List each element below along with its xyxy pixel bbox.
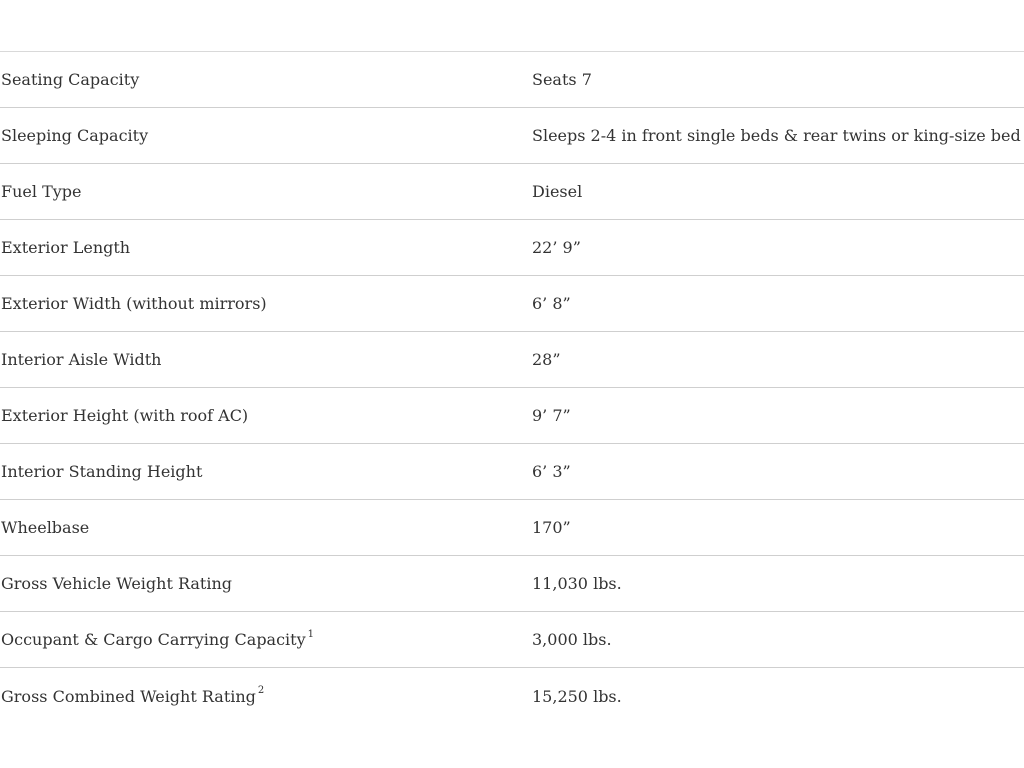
spec-label-text: Occupant & Cargo Carrying Capacity bbox=[1, 630, 306, 649]
spec-value: Seats 7 bbox=[532, 70, 592, 89]
spec-row-exterior-width bbox=[0, 276, 1024, 332]
spec-value: 28” bbox=[532, 350, 561, 369]
spec-row-exterior-length bbox=[0, 220, 1024, 276]
spec-row-wheelbase bbox=[0, 500, 1024, 556]
spec-value: 22’ 9” bbox=[532, 238, 581, 257]
spec-label bbox=[0, 518, 532, 537]
spec-value: Sleeps 2-4 in front single beds & rear twins or king-size bed bbox=[532, 126, 1021, 145]
spec-row-gcwr bbox=[0, 668, 1024, 724]
footnote-marker: 1 bbox=[307, 628, 315, 640]
spec-label-text: Interior Aisle Width bbox=[1, 350, 162, 369]
spec-label-text: Interior Standing Height bbox=[1, 462, 203, 481]
spec-label bbox=[0, 70, 532, 89]
spec-value: 9’ 7” bbox=[532, 406, 571, 425]
spec-label bbox=[0, 182, 532, 201]
spec-label bbox=[0, 294, 532, 313]
spec-label bbox=[0, 630, 532, 649]
footnote-marker: 2 bbox=[257, 685, 265, 697]
spec-value: 170” bbox=[532, 518, 571, 537]
spec-label bbox=[0, 238, 532, 257]
spec-label bbox=[0, 126, 532, 145]
spec-value: 11,030 lbs. bbox=[532, 574, 622, 593]
spec-label-text: Sleeping Capacity bbox=[1, 126, 149, 145]
spec-label-text: Fuel Type bbox=[1, 182, 82, 201]
spec-row-exterior-height bbox=[0, 388, 1024, 444]
spec-label bbox=[0, 462, 532, 481]
spec-value: 3,000 lbs. bbox=[532, 630, 612, 649]
spec-label bbox=[0, 687, 532, 706]
spec-value: 6’ 8” bbox=[532, 294, 571, 313]
spec-value: 6’ 3” bbox=[532, 462, 571, 481]
spec-label-text: Seating Capacity bbox=[1, 70, 140, 89]
spec-row-fuel-type bbox=[0, 164, 1024, 220]
spec-label-text: Wheelbase bbox=[1, 518, 90, 537]
spec-value: 15,250 lbs. bbox=[532, 686, 622, 706]
spec-row-gvwr bbox=[0, 556, 1024, 612]
spec-label bbox=[0, 350, 532, 369]
spec-row-interior-standing-height bbox=[0, 444, 1024, 500]
spec-label-text: Gross Vehicle Weight Rating bbox=[1, 574, 233, 593]
spec-row-occupant-cargo-capacity bbox=[0, 612, 1024, 668]
spec-value: Diesel bbox=[532, 182, 583, 201]
spec-label-text: Exterior Length bbox=[1, 238, 131, 257]
spec-label-text: Exterior Width (without mirrors) bbox=[1, 294, 267, 313]
spec-label bbox=[0, 574, 532, 593]
spec-label-text: Exterior Height (with roof AC) bbox=[1, 406, 249, 425]
spec-label-text: Gross Combined Weight Rating bbox=[1, 686, 256, 706]
specifications-table bbox=[0, 51, 1024, 724]
spec-row-sleeping-capacity bbox=[0, 108, 1024, 164]
spec-row-interior-aisle-width bbox=[0, 332, 1024, 388]
spec-row-seating-capacity bbox=[0, 52, 1024, 108]
spec-label bbox=[0, 406, 532, 425]
